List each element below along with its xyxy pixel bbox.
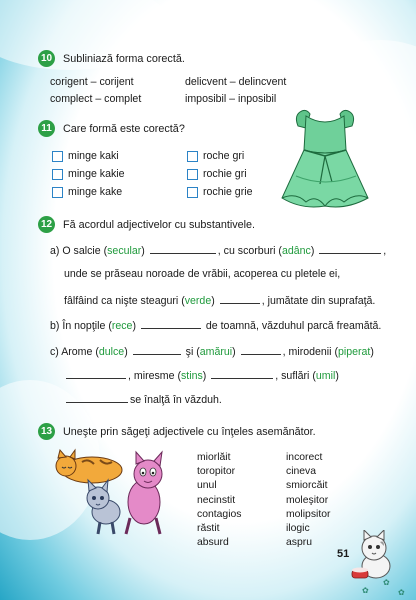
kitten-mascot-icon	[350, 530, 398, 582]
exercise-10-header	[38, 50, 185, 67]
adjective-word[interactable]: incorect	[286, 452, 323, 463]
option-label: minge kakie	[68, 168, 125, 180]
exercise-13-title: Uneşte prin săgeţi adjectivele cu înţeles asemănător.	[63, 425, 316, 438]
adjective-column-right	[286, 451, 330, 550]
adjective: rece	[111, 320, 133, 332]
adjective-word[interactable]: răstit	[197, 523, 220, 535]
word-pair[interactable]: delicvent – delincvent	[185, 76, 287, 88]
answer-blank[interactable]	[319, 244, 381, 254]
exercise-12-title: Fă acordul adjectivelor cu substantivele.	[63, 218, 256, 231]
exercise-11-header	[38, 120, 185, 137]
adjective: dulce	[98, 346, 125, 358]
option-row	[187, 186, 252, 198]
checkbox[interactable]	[52, 169, 63, 180]
adjective-word[interactable]: absurd	[197, 537, 229, 549]
option-row	[52, 150, 119, 162]
exercise-number-badge: 10	[38, 50, 55, 67]
word-pair[interactable]: complect – complet	[50, 93, 142, 105]
adjective-word[interactable]: unul	[197, 480, 217, 492]
option-label: rochie gri	[203, 168, 247, 180]
option-row	[52, 186, 122, 198]
adjective: piperat	[337, 346, 371, 358]
exercise-number-badge: 12	[38, 216, 55, 233]
answer-blank[interactable]	[150, 244, 216, 254]
adjective-word[interactable]: cineva	[286, 466, 317, 478]
option-label: roche gri	[203, 150, 245, 162]
adjective-word[interactable]: miorlăit	[197, 452, 231, 463]
sentence-a-line1: a) O salcie (secular) , cu scorburi (adânc) ,	[50, 245, 387, 257]
exercise-number-badge: 11	[38, 120, 55, 137]
answer-blank[interactable]	[220, 294, 260, 304]
adjective-column-left	[197, 451, 241, 550]
option-row	[187, 168, 247, 180]
adjective: adânc	[281, 245, 311, 257]
option-row	[187, 150, 244, 162]
exercise-11-title: Care formă este corectă?	[63, 122, 185, 135]
answer-blank[interactable]	[66, 393, 128, 403]
adjective: amărui	[199, 346, 233, 358]
adjective: verde	[184, 295, 212, 307]
adjective-word[interactable]: toropitor	[197, 466, 236, 478]
sentence-c-line1: c) Arome (dulce) şi (amărui) , mirodenii (piperat)	[50, 346, 374, 358]
checkbox[interactable]	[52, 187, 63, 198]
answer-blank[interactable]	[133, 345, 181, 355]
exercise-12-header	[38, 216, 255, 233]
sentence-b: b) În nopţile (rece) de toamnă, văzduhul parcă freamătă.	[50, 320, 382, 332]
checkbox[interactable]	[187, 187, 198, 198]
sentence-c-line3: se înalţă în văzduh.	[64, 393, 222, 406]
answer-blank[interactable]	[241, 345, 281, 355]
cats-illustration	[48, 448, 174, 538]
sentence-a-line2: unde se prăseau noroade de vrăbii, acoperea cu pletele ei,	[64, 268, 341, 280]
checkbox[interactable]	[187, 169, 198, 180]
adjective-word[interactable]: smiorcăit	[286, 480, 328, 492]
option-label: minge kaki	[68, 150, 119, 162]
word-pair[interactable]: corigent – corijent	[50, 76, 134, 88]
adjective-word[interactable]: contagios	[197, 508, 242, 520]
answer-blank[interactable]	[141, 319, 201, 329]
exercise-number-badge: 13	[38, 423, 55, 440]
adjective-word[interactable]: moleşitor	[286, 494, 329, 506]
adjective-word[interactable]: ilogic	[286, 523, 310, 535]
answer-blank[interactable]	[211, 369, 273, 379]
exercise-13-header	[38, 423, 316, 440]
paw-print-icon: ✿	[398, 588, 405, 597]
sentence-c-line2: , miresme (stins) , suflări (umil)	[64, 369, 339, 382]
checkbox[interactable]	[187, 151, 198, 162]
exercise-10-title: Subliniază forma corectă.	[63, 52, 185, 65]
adjective: stins	[180, 370, 203, 382]
paw-print-icon: ✿	[383, 578, 390, 587]
adjective: umil	[315, 370, 336, 382]
sentence-a-line3: fâlfâind ca nişte steaguri (verde) , jumătate din suprafaţă.	[64, 295, 376, 307]
adjective-word[interactable]: molipsitor	[286, 508, 331, 520]
word-pair[interactable]: imposibil – inposibil	[185, 93, 277, 105]
option-row	[52, 168, 125, 180]
adjective-word[interactable]: necinstit	[197, 494, 236, 506]
adjective-word[interactable]: aspru	[286, 537, 312, 549]
option-label: minge kake	[68, 186, 123, 198]
adjective: secular	[107, 245, 142, 257]
answer-blank[interactable]	[66, 369, 126, 379]
green-dress-illustration	[276, 106, 374, 214]
option-label: rochie grie	[203, 186, 253, 198]
page-number: 51	[337, 548, 350, 560]
checkbox[interactable]	[52, 151, 63, 162]
paw-print-icon: ✿	[362, 586, 369, 595]
